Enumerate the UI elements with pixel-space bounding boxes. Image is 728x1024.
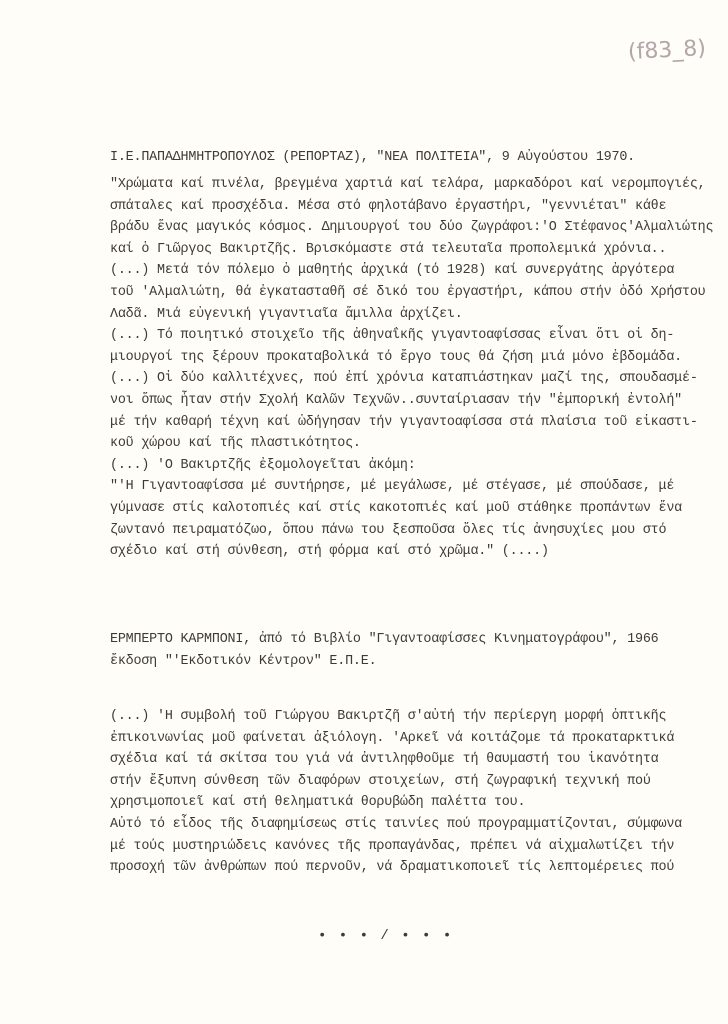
text-line: χρησιμοποιεῖ καί στή θεληματικά θορυβώδη παλέττα του.	[110, 795, 526, 811]
text-line: μιουργοί της ξέρουν προκαταβολικά τό ἔργο τους θά ζήση μιά μόνο ἑβδομάδα.	[110, 349, 683, 365]
text-line: ζωντανό πειραματόζωο, ὅπου πάνω του ξεσποῦσα ὅλες τίς ἀνησυχίες μου στό	[110, 522, 667, 538]
text-line: σχέδια καί τά σκίτσα του γιά νά ἀντιληφθοῦμε τή θαυμαστή του ἱκανότητα	[110, 752, 659, 768]
text-line: κοῦ χώρου καί τῆς πλαστικότητος.	[110, 436, 361, 452]
archive-mark: (f83_8)	[627, 35, 707, 66]
text-line: ἐπικοινωνίας μοῦ φαίνεται ἀξιόλογη. 'Αρκεῖ νά κοιτάζομε τά προκαταρκτικά	[110, 730, 675, 746]
text-line: (...) 'Η συμβολή τοῦ Γιώργου Βακιρτζῆ σ'αὐτή τήν περίεργη μορφή ὀπτικῆς	[110, 709, 667, 724]
text-line: νοι ὅπως ἦταν στήν Σχολή Καλῶν Τεχνῶν..συνταίριασαν τήν "ἐμπορική ἐντολή"	[110, 393, 683, 408]
text-line: Αὐτό τό εἶδος τῆς διαφημίσεως στίς ταινίες πού προγραμματίζονται, σύμφωνα	[110, 817, 683, 832]
text-line: ΕΡΜΠΕΡΤΟ ΚΑΡΜΠΟΝΙ, ἀπό τό Βιβλίο "Γιγαντοαφίσσες Κινηματογράφου", 1966	[110, 632, 659, 647]
text-line: μέ τήν καθαρή τέχνη καί ὡδήγησαν τήν γιγαντοαφίσσα στά πλαίσια τοῦ εἰκαστι-	[110, 414, 698, 430]
text-line: καί ὁ Γιῶργος Βακιρτζῆς. Βρισκόμαστε στά τελευταῖα προπολεμικά χρόνια..	[110, 241, 667, 257]
text-line: (...) 'Ο Βακιρτζῆς ἐξομολογεῖται ἀκόμη:	[110, 457, 416, 473]
text-line: σχέδιο καί στή σύνθεση, στή φόρμα καί στό χρῶμα." (....)	[110, 544, 549, 560]
text-line: "Χρώματα καί πινέλα, βρεγμένα χαρτιά καί τελάρα, μαρκαδόροι καί νερομπογιές,	[110, 177, 706, 192]
text-line: στήν ἔξυπνη σύνθεση τῶν διαφόρων στοιχείων, στή ζωγραφική τεχνική πού	[110, 773, 651, 789]
text-line: μέ τούς μυστηριώδεις κανόνες τῆς προπαγάνδας, πρέπει νά αἰχμαλωτίζει τήν	[110, 838, 675, 854]
text-line: βράδυ ἕνας μαγικός κόσμος. Δημιουργοί του δύο ζωγράφοι:'Ο Στέφανος'Αλμαλιώτης	[110, 220, 714, 236]
source-heading: I.Ε.ΠΑΠΑΔΗΜΗΤΡΟΠΟΥΛΟΣ (ΡΕΠΟΡΤΑΖ), "ΝΕΑ ΠΟΛΙΤΕΙΑ", 9 Αὐγούστου 1970.	[110, 150, 635, 165]
text-line: (...) Οἱ δύο καλλιτέχνες, πού ἐπί χρόνια καταπιάστηκαν μαζί της, σπουδασμέ-	[110, 371, 698, 387]
text-line: (...) Τό ποιητικό στοιχεῖο τῆς ἀθηναΐκῆς γιγαντοαφίσσας εἶναι ὅτι οἱ δη-	[110, 328, 675, 344]
text-line: προσοχή τῶν ἀνθρώπων πού περνοῦν, νά δραματικοποιεῖ τίς λεπτομέρειες πού	[110, 860, 675, 876]
text-line: Λαδᾶ. Μιά εὐγενική γιγαντιαῖα ἅμιλλα ἀρχίζει.	[110, 306, 463, 322]
text-line: σπάταλες καί προσχέδια. Μέσα στό φηλοτάβανο ἐργαστήρι, "γεννιέται" κάθε	[110, 198, 667, 214]
text-line: ἔκδοση "'Εκδοτικόν Κέντρον" Ε.Π.Ε.	[110, 653, 377, 669]
text-line: "'Η Γιγαντοαφίσσα μέ συντήρησε, μέ μεγάλωσε, μέ στέγασε, μέ σπούδασε, μέ	[110, 479, 675, 495]
text-line: (...) Μετά τόν πόλεμο ὁ μαθητής ἀρχικά (τό 1928) καί συνεργάτης ἀργότερα	[110, 263, 675, 279]
text-line: γύμνασε στίς καλοτοπιές καί στίς κακοτοπιές καί μοῦ στάθηκε προπάντων ἕνα	[110, 501, 683, 516]
continuation-mark: • • • / • • •	[318, 928, 454, 944]
text-line: τοῦ 'Αλμαλιώτη, θά ἐγκατασταθῆ σέ δικό του ἐργαστήρι, κάπου στήν ὁδό Χρήστου	[110, 285, 706, 300]
